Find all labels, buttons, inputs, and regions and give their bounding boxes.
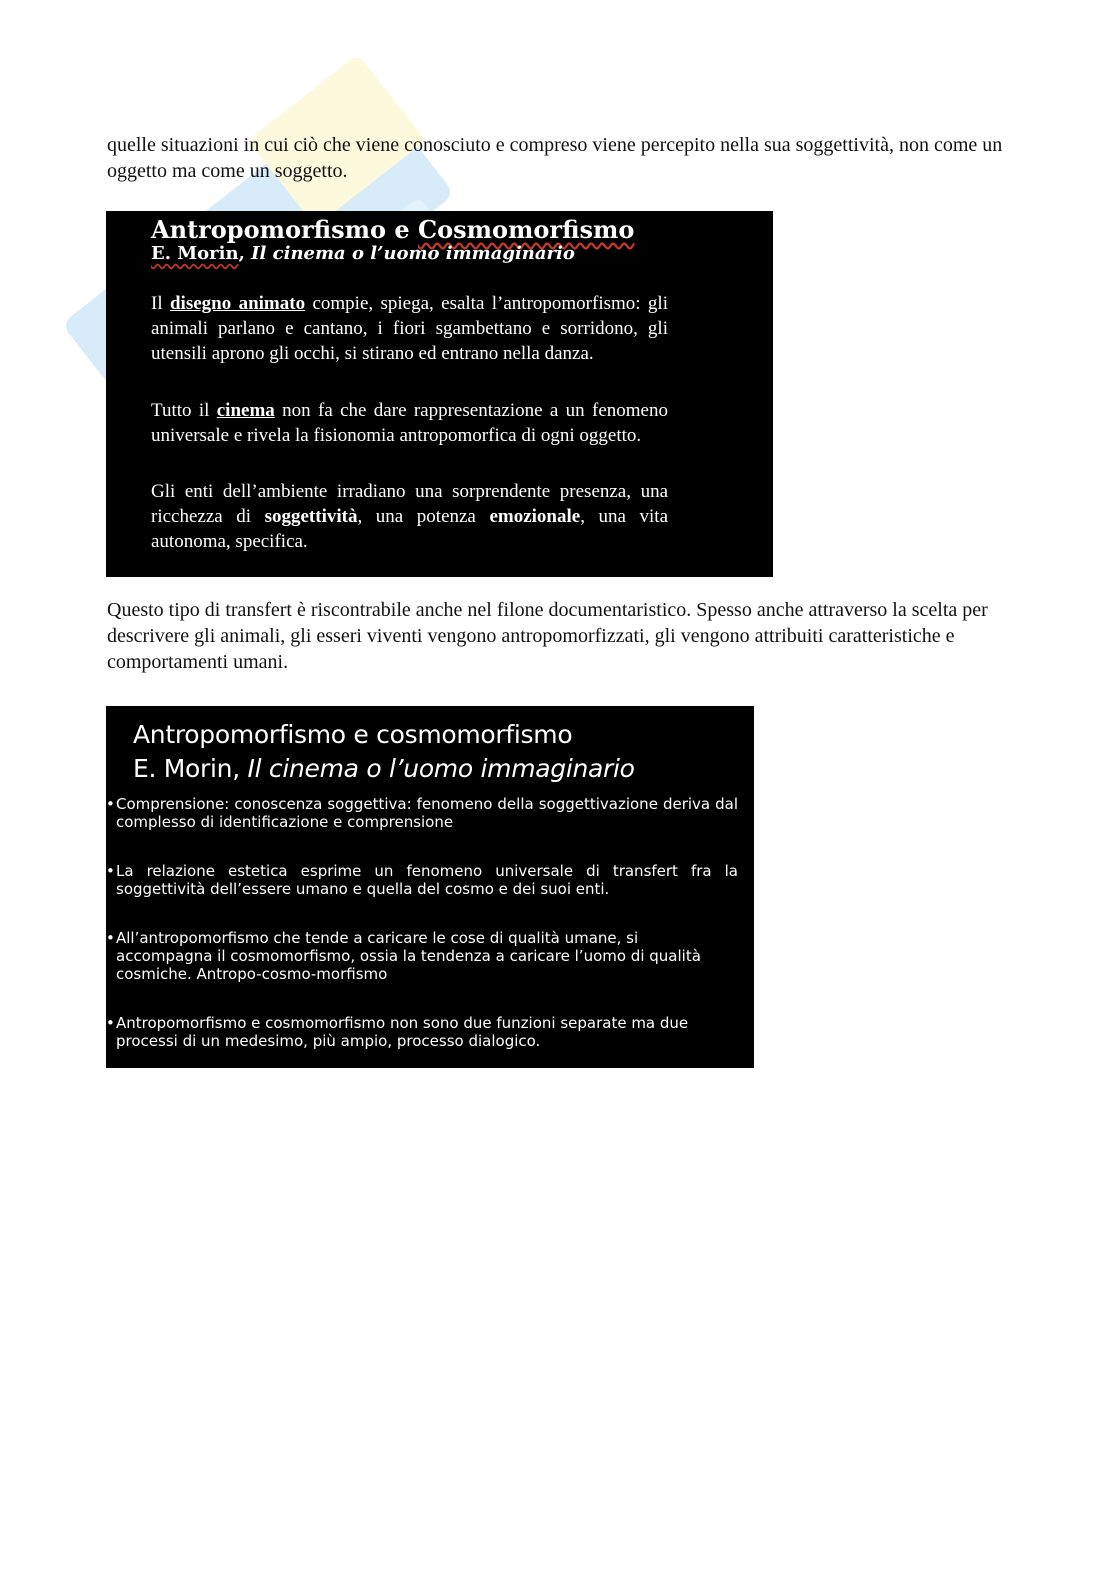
slide1-title-part2: Cosmomorfismo [418, 215, 635, 244]
slide1-p2-text2: non fa che dare rappresentazione a un fenomeno universale e rivela la fisionomia antropomorfica di ogni oggetto. [151, 400, 668, 446]
bullet-icon: • [106, 862, 115, 880]
slide1-p2-underlined: cinema [216, 400, 275, 421]
slide1-paragraph-3 [151, 479, 668, 554]
slide2-subtitle [133, 754, 635, 783]
slide2-bullet-item [106, 1014, 738, 1050]
bullet-icon: • [106, 1014, 115, 1032]
slide1-paragraph-2 [151, 398, 668, 448]
slide1-p1-text: Il [151, 293, 170, 314]
slide2-bullet-item [106, 862, 738, 898]
slide1-p3-text3: , una vita autonoma, specifica. [151, 506, 668, 552]
slide-image-antropomorfismo-sans [106, 706, 754, 1068]
intro-paragraph: quelle situazioni in cui ciò che viene conosciuto e compreso viene percepito nella sua soggettività, non come un oggetto ma come un soggetto. [107, 134, 1003, 182]
slide1-paragraph-1 [151, 291, 668, 366]
slide2-bullet-text: Antropomorfismo e cosmomorfismo non sono due funzioni separate ma due processi di un medesimo, più ampio, processo dialogico. [116, 1014, 689, 1050]
slide1-title-part1: Antropomorfismo e [151, 215, 418, 244]
slide1-author: E. Morin [151, 243, 239, 264]
slide1-title [151, 215, 634, 244]
slide1-sep: , [238, 243, 252, 264]
bullet-icon: • [106, 929, 115, 947]
slide1-subtitle [151, 243, 575, 264]
slide2-author: E. Morin, [133, 754, 248, 783]
slide2-bullet-text: Comprensione: conoscenza soggettiva: fenomeno della soggettivazione deriva dal complesso di identificazione e comprensione [116, 795, 738, 831]
slide1-book-title: Il cinema o l’uomo immaginario [251, 243, 575, 264]
bullet-icon: • [106, 795, 115, 813]
slide1-p3-bold1: soggettività [264, 506, 358, 527]
slide-image-antropomorfismo-serif [106, 211, 773, 577]
slide1-p3-text: Gli enti dell’ambiente irradiano una sorprendente presenza, una ricchezza di [151, 481, 668, 527]
slide1-p2-text: Tutto il [151, 400, 217, 421]
slide1-p3-text2: , una potenza [357, 506, 490, 527]
slide2-bullet-text: La relazione estetica esprime un fenomeno universale di transfert fra la soggettività dell’essere umano e quella del cosmo e dei suoi enti. [116, 862, 738, 898]
slide2-title: Antropomorfismo e cosmomorfismo [133, 720, 573, 749]
slide2-bullet-item [106, 795, 738, 831]
slide2-bullet-item [106, 929, 738, 983]
slide2-bullet-text: All’antropomorfismo che tende a caricare le cose di qualità umane, si accompagna il cosmomorfismo, ossia la tendenza a caricare l’uomo di qualità cosmiche. Antropo-cosmo-morfismo [116, 929, 701, 983]
slide1-p1-underlined: disegno animato [169, 293, 306, 314]
slide1-p1-text2: compie, spiega, esalta l’antropomorfismo: gli animali parlano e cantano, i fiori sgambettano e sorridono, gli utensili aprono gli occhi, si stirano ed entrano nella danza. [151, 293, 668, 364]
middle-paragraph: Questo tipo di transfert è riscontrabile anche nel filone documentaristico. Spesso anche attraverso la scelta per descrivere gli animali, gli esseri viventi vengono antropomorfizzati, gli vengono attribuiti caratteristiche e comportamenti umani. [107, 599, 988, 673]
slide2-book-title: Il cinema o l’uomo immaginario [247, 754, 635, 783]
slide1-p3-bold2: emozionale [489, 506, 581, 527]
